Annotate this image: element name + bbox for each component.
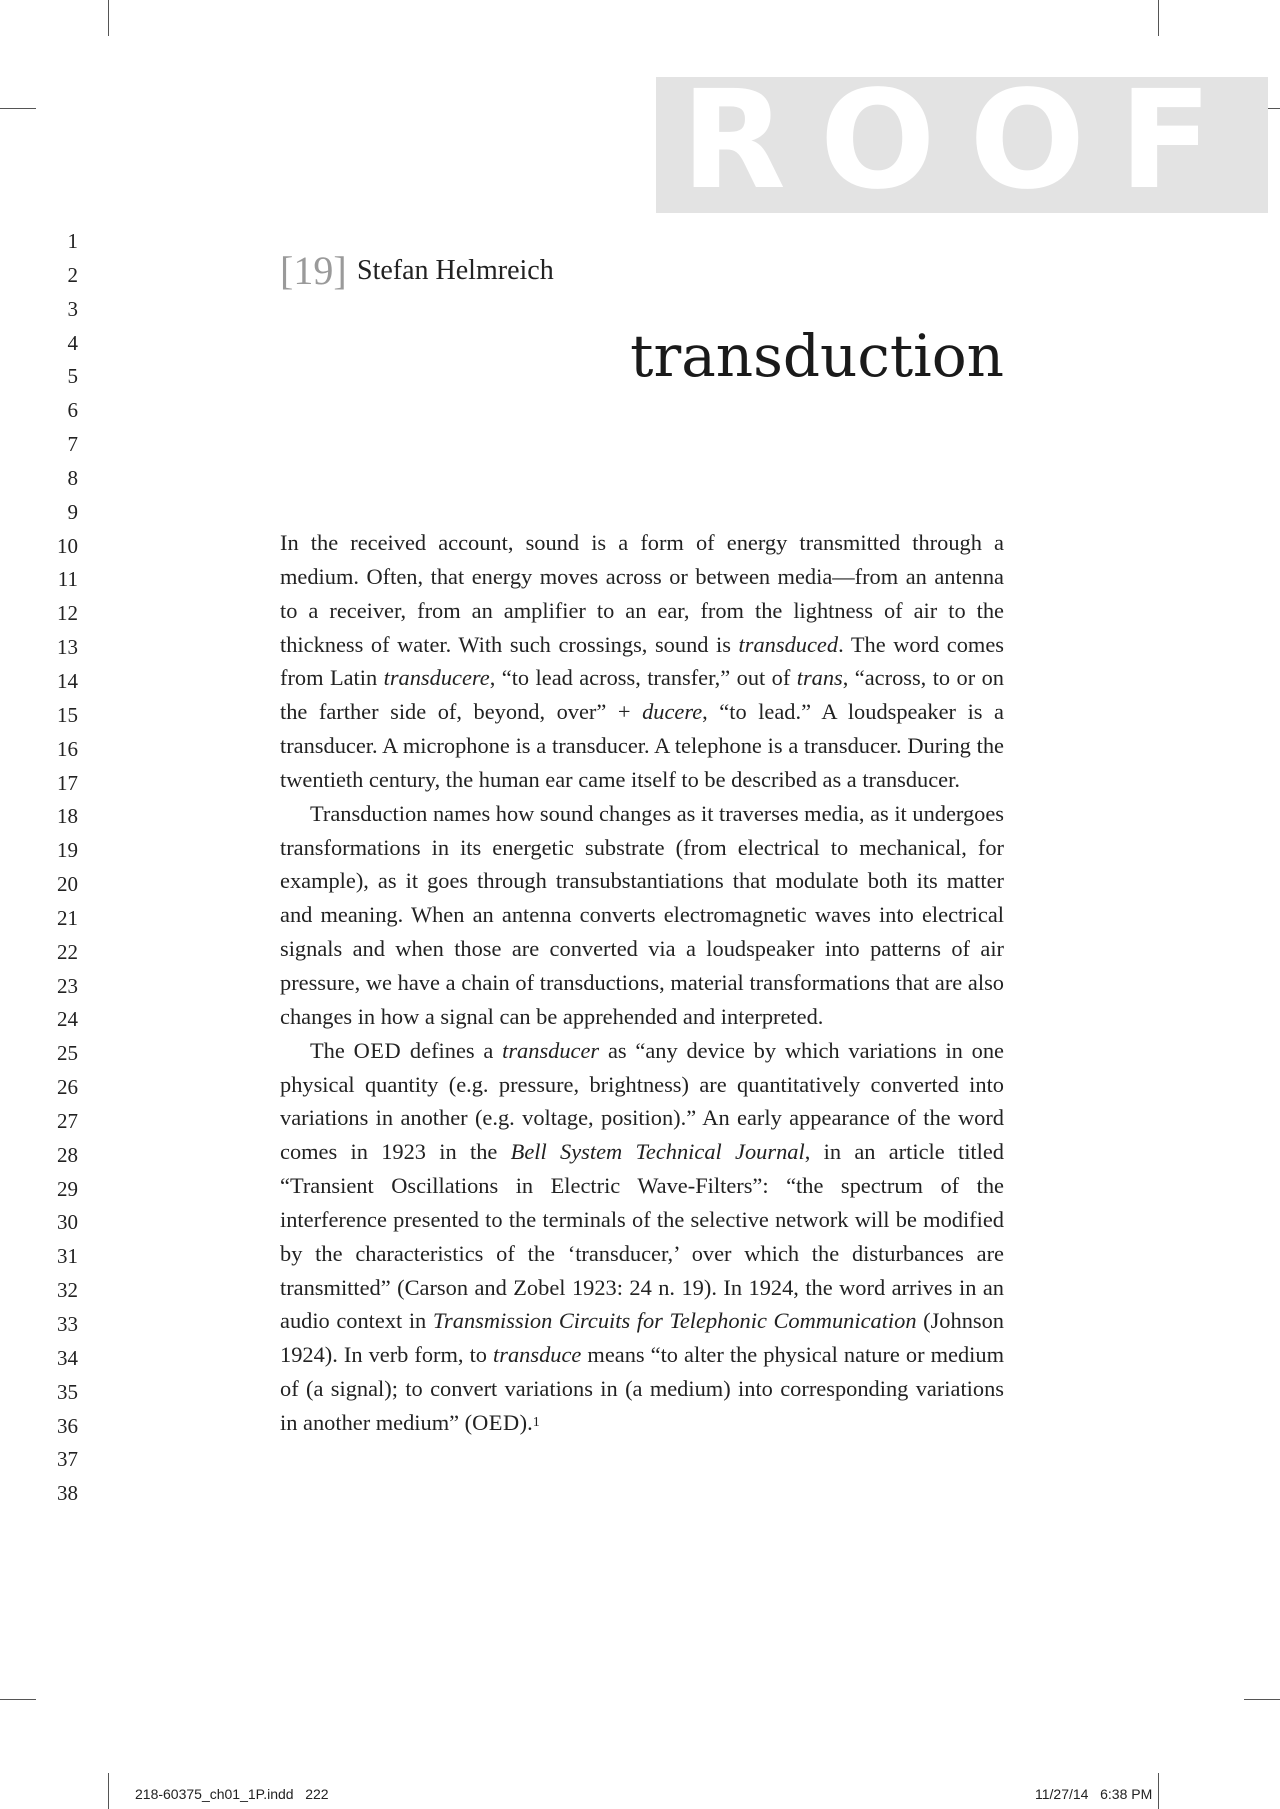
line-number: 37 <box>57 1447 78 1472</box>
proof-label: PROOF <box>547 62 1246 220</box>
line-number: 30 <box>57 1210 78 1235</box>
line-number: 38 <box>57 1481 78 1506</box>
line-number: 25 <box>57 1041 78 1066</box>
line-number: 29 <box>57 1176 78 1201</box>
line-number: 18 <box>57 804 78 829</box>
footer-timestamp: 11/27/14 6:38 PM <box>1035 1786 1153 1802</box>
footnote-marker[interactable]: 1 <box>532 1414 540 1430</box>
line-number: 24 <box>57 1007 78 1032</box>
italic-term: transducer <box>502 1037 600 1063</box>
line-numbers <box>40 225 78 1511</box>
line-number: 5 <box>67 364 78 389</box>
line-number: 10 <box>57 533 78 558</box>
line-number: 28 <box>57 1142 78 1167</box>
crop-mark-left-upper <box>0 108 36 109</box>
line-number: 22 <box>57 939 78 964</box>
line-number: 7 <box>67 432 78 457</box>
paragraph-3 <box>280 1034 1004 1440</box>
text-run: , “across, to or on the farther side of, beyond, over” + <box>280 665 1004 725</box>
line-number: 27 <box>57 1108 78 1133</box>
line-number: 19 <box>57 838 78 863</box>
line-number: 34 <box>57 1345 78 1370</box>
paragraph-2: Transduction names how sound changes as it traverses media, as it undergoes transformations in its energetic substrate (from electrical to mechanical, for example), as it goes through transubstantiations that modulate both its matter and meaning. When an antenna converts electromagnetic waves into electrical signals and when those are converted via a loudspeaker into patterns of air pressure, we have a chain of transductions, material transformations that are also changes in how a signal can be apprehended and interpreted. <box>280 800 1004 1029</box>
text-run: , in an article titled “Transient Oscillations in Electric Wave-Filters”: “the spectrum of the interference presented to the terminals of the selective network will be modified by the characteristics of the ‘transducer,’ over which the disturbances are transmitted” (Carson and Zobel 1923: 24 n. 19). In 1924, the word arrives in an audio context in <box>280 1139 1004 1334</box>
text-run: , “to lead.” A loudspeaker is a transducer. A microphone is a transducer. A telephone is a transducer. During the twentieth century, the human ear came itself to be described as a transducer. <box>280 699 1004 792</box>
small-caps-abbrev: OED <box>353 1037 402 1063</box>
text-run: In the received account, sound is a form of energy transmitted through a medium. Often, that energy moves across or between media—from an antenna to a receiver, from an amplifier to an ear, from the lightness of air to the thickness of water. With such crossings, sound is <box>280 530 1004 657</box>
chapter-number: [19] <box>280 248 347 293</box>
crop-mark-bottom-right <box>1158 1773 1159 1809</box>
chapter-title: transduction <box>630 322 1004 390</box>
line-number: 8 <box>67 465 78 490</box>
line-number: 14 <box>57 668 78 693</box>
text-run: means “to alter the physical nature or medium of (a signal); to convert variations in (a medium) into corresponding variations in another medium” ( <box>280 1342 1004 1435</box>
italic-term: ducere <box>642 699 703 725</box>
line-number: 17 <box>57 770 78 795</box>
line-number: 26 <box>57 1075 78 1100</box>
line-number: 11 <box>57 567 78 592</box>
line-number: 31 <box>57 1244 78 1269</box>
crop-mark-left-lower <box>0 1699 36 1700</box>
text-run: defines a <box>401 1037 503 1063</box>
line-number: 15 <box>57 702 78 727</box>
footer-file-slug: 218-60375_ch01_1P.indd 222 <box>135 1786 329 1802</box>
crop-mark-right-lower <box>1244 1699 1280 1700</box>
line-number: 36 <box>57 1413 78 1438</box>
line-number: 23 <box>57 973 78 998</box>
line-number: 20 <box>57 872 78 897</box>
line-number: 9 <box>67 499 78 524</box>
italic-term: transduced <box>738 631 839 657</box>
line-number: 2 <box>67 262 78 287</box>
italic-term: transducere <box>383 665 490 691</box>
line-number: 32 <box>57 1278 78 1303</box>
text-run: , “to lead across, transfer,” out of <box>489 665 797 691</box>
crop-mark-top-left <box>108 0 109 36</box>
line-number: 1 <box>67 229 78 253</box>
italic-title: Bell System Technical Journal <box>510 1139 805 1165</box>
text-run: The <box>310 1037 354 1063</box>
text-run: as “any device by which variations in one physical quantity (e.g. pressure, brightness) are quantitatively converted into variations in another (e.g. voltage, position).” An early appearance of the word comes in 1923 in the <box>280 1037 1004 1165</box>
line-number: 12 <box>57 601 78 626</box>
small-caps-abbrev: OED <box>472 1409 520 1435</box>
crop-mark-top-right <box>1158 0 1159 36</box>
text-run: . The word comes from Latin <box>280 631 1005 691</box>
line-number: 4 <box>67 330 78 355</box>
text-run: (Johnson 1924). In verb form, to <box>280 1308 1004 1368</box>
line-number: 33 <box>57 1312 78 1336</box>
italic-title: Transmission Circuits for Telephonic Communication <box>432 1308 917 1334</box>
line-number: 13 <box>57 635 78 660</box>
line-number: 6 <box>67 398 78 423</box>
line-number: 3 <box>67 296 78 321</box>
text-run: ). <box>519 1409 533 1435</box>
body-text <box>280 526 1004 1440</box>
paragraph-1 <box>280 526 1004 797</box>
italic-term: trans <box>796 665 843 691</box>
line-number: 21 <box>57 905 78 930</box>
italic-term: transduce <box>493 1342 582 1368</box>
line-number: 16 <box>57 736 78 761</box>
crop-mark-bottom-left <box>108 1773 109 1809</box>
author-name: Stefan Helmreich <box>357 255 554 286</box>
proof-banner <box>547 62 1268 220</box>
line-number: 35 <box>57 1379 78 1404</box>
